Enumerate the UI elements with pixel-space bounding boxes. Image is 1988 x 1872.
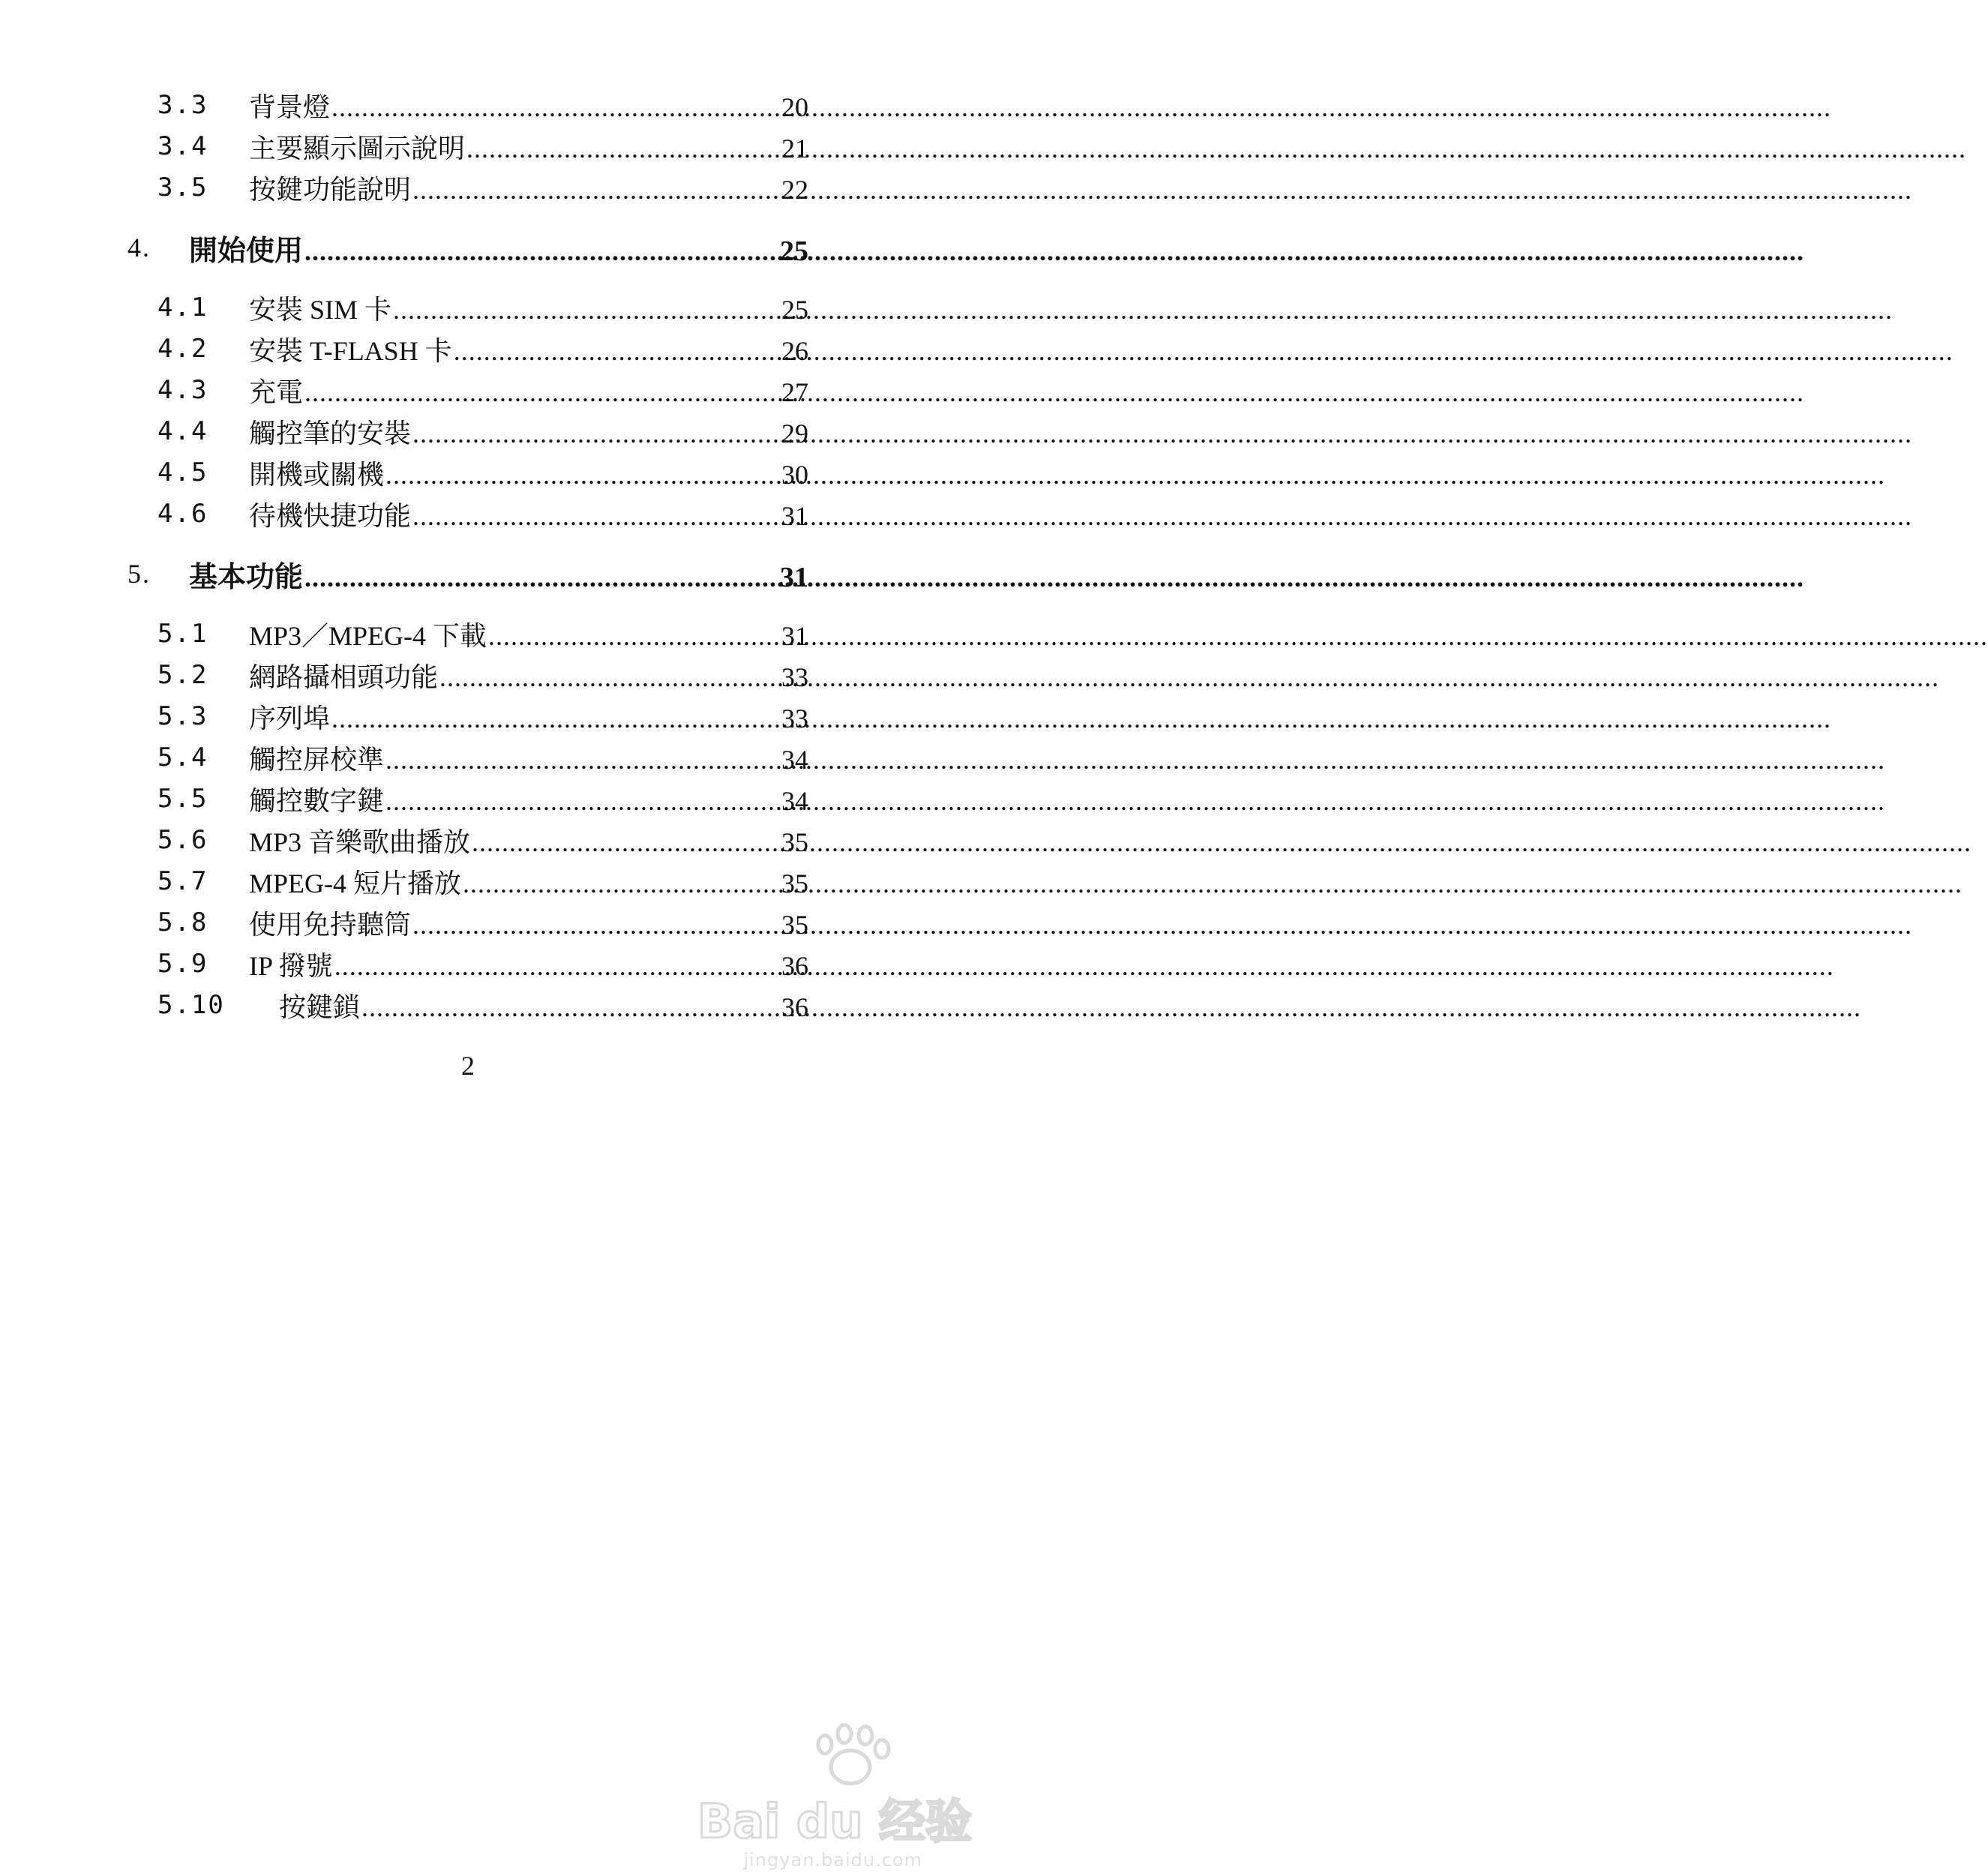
toc-entry-page: 20 [781,92,808,122]
toc-entry-5-2[interactable] [0,656,936,694]
toc-entry-title: 觸控數字鍵 [249,785,385,816]
toc-leader-dots [385,744,777,776]
toc-entry-page: 33 [781,703,808,734]
toc-entry-page: 35 [781,826,808,857]
toc-entry-number: 3.5 [157,172,208,202]
toc-entry-number: 5.7 [157,866,208,896]
toc-entry-number: 5.9 [157,949,208,979]
toc-entry-page: 30 [781,459,808,490]
toc-entry-title: 待機快捷功能 [249,500,412,531]
toc-entry-number: 5.5 [157,784,208,814]
toc-entry-title: MPEG-4 短片播放 [249,868,462,898]
toc-entry-number: 5.6 [157,825,208,855]
toc-entry-page: 36 [781,992,808,1022]
toc-entry-number: 5.3 [157,701,208,731]
toc-entry-number: 4.5 [157,458,208,488]
toc-entry-page: 21 [781,133,808,164]
toc-leader-dots [412,174,777,206]
toc-entry-title: 觸控屏校準 [249,744,385,775]
toc-entry-4-1[interactable] [0,289,936,326]
toc-entry-5-10[interactable] [0,986,936,1024]
toc-entry-number: 5.4 [157,742,208,772]
toc-entry-page: 34 [781,744,808,775]
toc-entry-page: 26 [781,335,808,366]
toc-leader-dots [385,785,777,817]
watermark-url: jingyan.baidu.com [743,1850,922,1870]
toc-entry-title: IP 撥號 [249,950,333,981]
toc-entry-5-8[interactable] [0,904,936,941]
toc-entry-title: 序列埠 [249,703,331,734]
toc-leader-dots [412,500,777,532]
toc-leader-dots [488,620,777,652]
toc-entry-title: 主要顯示圖示說明 [249,133,466,164]
page-number: 2 [461,1051,475,1081]
toc-entry-number: 3.4 [157,131,208,161]
toc-entry-page: 35 [781,868,808,898]
toc-entry-page: 27 [781,376,808,407]
toc-chapter-4[interactable] [0,229,936,266]
toc-entry-title: MP3／MPEG-4 下載 [249,620,487,651]
toc-entry-4-4[interactable] [0,412,936,450]
toc-chapter-5[interactable] [0,555,936,592]
toc-leader-dots [304,236,775,267]
watermark-logo [697,1718,973,1850]
toc-entry-number: 4.3 [157,375,208,405]
toc-entry-title: 充電 [249,376,304,407]
toc-entry-5-6[interactable] [0,821,936,859]
toc-chapter-page: 25 [780,235,808,267]
toc-entry-4-6[interactable] [0,495,936,532]
toc-entry-number: 4.4 [157,416,208,446]
toc-entry-title: 背景燈 [249,92,331,122]
toc-leader-dots [439,662,777,693]
toc-entry-number: 3.3 [157,90,208,120]
toc-entry-number: 4.1 [157,292,208,322]
toc-entry-page: 25 [781,294,808,325]
toc-entry-3-3[interactable] [0,86,936,124]
table-of-contents [0,0,936,1050]
toc-leader-dots [304,562,775,593]
toc-entry-page: 29 [781,418,808,448]
toc-entry-4-3[interactable] [0,371,936,409]
toc-entry-title: 使用免持聽筒 [249,909,412,940]
watermark-brand: Bai du 经验 [697,1794,973,1849]
toc-leader-dots [334,950,777,982]
toc-entry-page: 34 [781,785,808,816]
toc-chapter-number: 5. [127,559,151,589]
toc-entry-page: 36 [781,950,808,981]
paw-icon [818,1725,889,1784]
toc-entry-number: 4.6 [157,499,208,529]
toc-leader-dots [331,92,777,123]
toc-entry-number: 4.2 [157,334,208,364]
toc-entry-page: 33 [781,662,808,692]
toc-entry-4-5[interactable] [0,454,936,491]
toc-leader-dots [412,909,777,940]
toc-leader-dots [412,418,777,449]
toc-entry-title: 安裝 T-FLASH 卡 [249,335,452,366]
toc-entry-3-4[interactable] [0,128,936,165]
toc-entry-page: 22 [781,174,808,205]
toc-entry-5-9[interactable] [0,945,936,982]
toc-entry-title: MP3 音樂歌曲播放 [249,826,471,857]
toc-entry-5-4[interactable] [0,739,936,776]
toc-entry-number: 5.10 [157,990,225,1020]
toc-chapter-title: 基本功能 [189,561,304,593]
toc-entry-number: 5.1 [157,619,208,649]
toc-entry-title: 按鍵功能說明 [249,174,412,205]
toc-entry-page: 35 [781,909,808,940]
toc-entry-title: 觸控筆的安裝 [249,418,412,448]
toc-leader-dots [463,868,777,899]
baidu-jingyan-watermark [697,1718,973,1870]
toc-entry-5-7[interactable] [0,862,936,900]
toc-chapter-number: 4. [127,232,151,262]
toc-entry-title: 按鍵鎖 [279,992,361,1022]
toc-entry-title: 安裝 SIM 卡 [249,294,392,325]
toc-entry-title: 開機或關機 [249,459,385,490]
toc-leader-dots [361,992,777,1023]
toc-leader-dots [393,294,777,326]
toc-leader-dots [466,133,777,164]
toc-entry-page: 31 [781,500,808,531]
toc-entry-3-5[interactable] [0,169,936,206]
toc-entry-title: 網路攝相頭功能 [249,662,439,692]
toc-entry-number: 5.8 [157,908,208,938]
toc-entry-4-2[interactable] [0,330,936,368]
toc-chapter-page: 31 [780,561,808,593]
toc-leader-dots [331,703,777,734]
toc-leader-dots [385,459,777,490]
toc-entry-page: 31 [781,620,808,651]
toc-entry-5-3[interactable] [0,698,936,735]
toc-leader-dots [454,335,777,367]
toc-leader-dots [472,826,777,858]
toc-chapter-title: 開始使用 [189,235,304,267]
toc-entry-5-5[interactable] [0,780,936,818]
toc-entry-5-1[interactable] [0,615,936,652]
toc-leader-dots [304,376,777,408]
toc-entry-number: 5.2 [157,660,208,690]
